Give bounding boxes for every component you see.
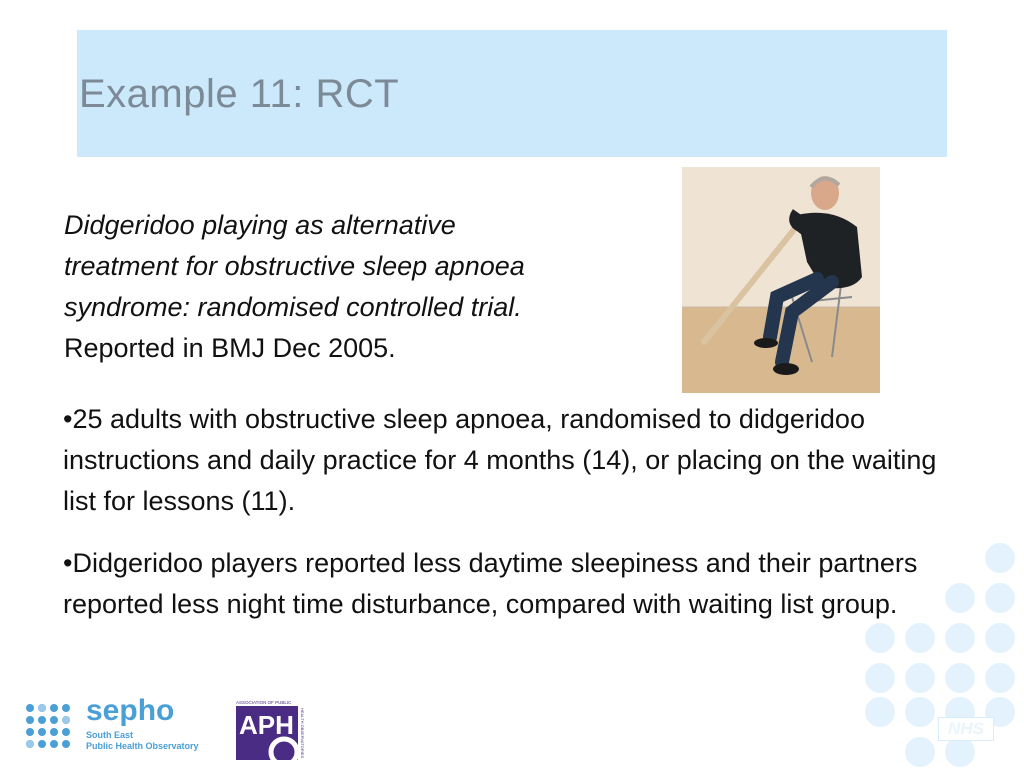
intro-italic-line-1: Didgeridoo playing as alternative <box>64 210 456 240</box>
sepho-subtitle-line-1: South East <box>86 730 134 740</box>
didgeridoo-player-photo <box>682 167 880 393</box>
sepho-dots-icon <box>24 700 80 756</box>
intro-text <box>64 205 664 369</box>
intro-italic-line-3: syndrome: randomised controlled trial. <box>64 292 522 322</box>
svg-text:APH: APH <box>239 710 294 740</box>
svg-text:ASSOCIATION OF PUBLIC: ASSOCIATION OF PUBLIC <box>236 700 292 705</box>
nhs-logo: NHS <box>938 717 994 741</box>
sepho-logo <box>24 694 224 760</box>
bullet-list <box>63 399 963 646</box>
apho-logo <box>236 696 304 760</box>
decorative-dot-pattern <box>840 540 1024 773</box>
sepho-subtitle-line-2: Public Health Observatory <box>86 741 199 751</box>
intro-italic-line-2: treatment for obstructive sleep apnoea <box>64 251 525 281</box>
sepho-name: sepho <box>86 694 175 727</box>
sepho-subtitle <box>86 730 199 752</box>
intro-plain-line: Reported in BMJ Dec 2005. <box>64 333 396 363</box>
title-band <box>77 30 947 157</box>
bullet-item-1: •25 adults with obstructive sleep apnoea, randomised to didgeridoo instructions and daily practice for 4 months (14), or placing on the waiting list for lessons (11). <box>63 404 937 516</box>
slide-title: Example 11: RCT <box>79 72 400 116</box>
svg-text:HEALTH OBSERVATORIES: HEALTH OBSERVATORIES <box>300 708 305 759</box>
bullet-item-2: •Didgeridoo players reported less daytime sleepiness and their partners reported less night time disturbance, compared with waiting list group. <box>63 548 918 619</box>
